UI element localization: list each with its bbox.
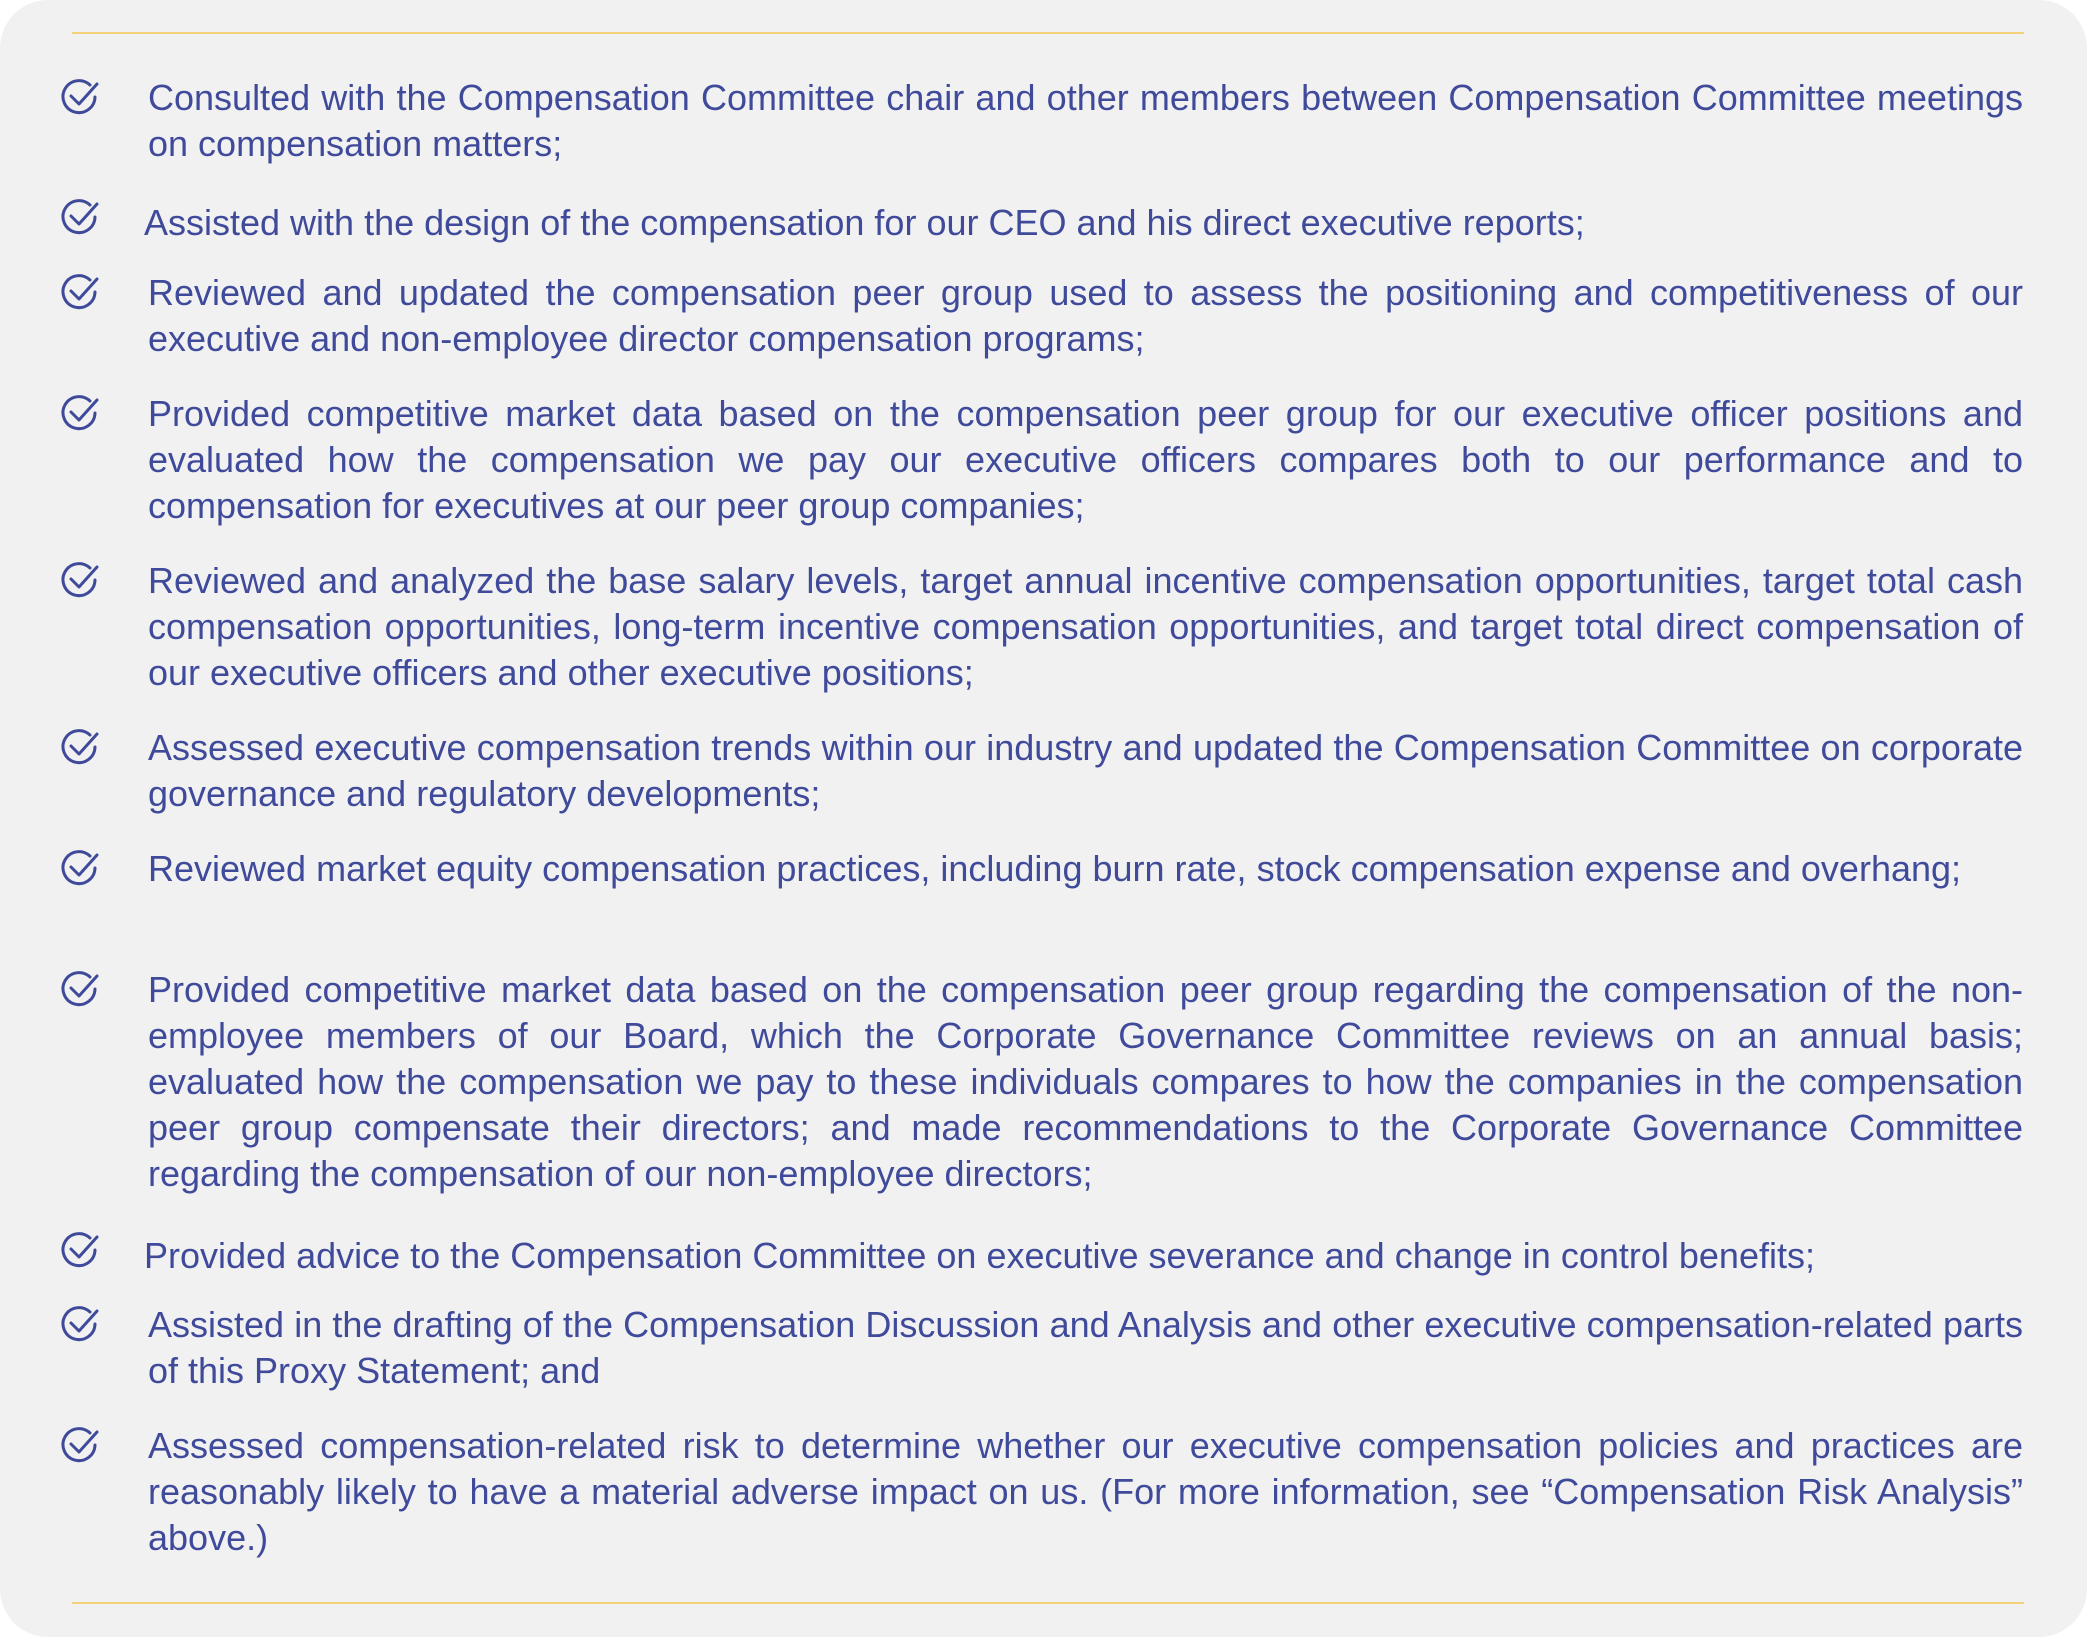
list-item-text: Assessed executive compensation trends within our industry and updated the Compensation Committee on corporate governance and regulatory developments;: [148, 727, 2023, 814]
top-divider: [72, 32, 2024, 34]
circle-check-icon: [60, 272, 100, 312]
bottom-divider: [72, 1602, 2024, 1604]
circle-check-icon: [60, 560, 100, 600]
list-item-text: Reviewed market equity compensation practices, including burn rate, stock compensation expense and overhang;: [148, 848, 1962, 889]
circle-check-icon: [60, 969, 100, 1009]
circle-check-icon: [60, 727, 100, 767]
list-item-text: Reviewed and updated the compensation peer group used to assess the positioning and competitiveness of our executive and non-employee director compensation programs;: [148, 272, 2023, 359]
list-item-text: Consulted with the Compensation Committee chair and other members between Compensation Committee meetings on compensation matters;: [148, 77, 2023, 164]
list-item-text: Provided competitive market data based on the compensation peer group for our executive officer positions and evaluated how the compensation we pay our executive officers compares both to our performance and to compensation for executives at our peer group companies;: [148, 393, 2023, 526]
list-item-text: Reviewed and analyzed the base salary levels, target annual incentive compensation opportunities, target total cash compensation opportunities, long-term incentive compensation opportunities, and target total direct compensation of our executive officers and other executive positions;: [148, 560, 2023, 693]
circle-check-icon: [60, 393, 100, 433]
circle-check-icon: [60, 848, 100, 888]
circle-check-icon: [60, 1425, 100, 1465]
circle-check-icon: [60, 197, 100, 237]
list-item-text: Provided advice to the Compensation Committee on executive severance and change in control benefits;: [144, 1235, 1815, 1276]
circle-check-icon: [60, 77, 100, 117]
list-item-text: Assisted in the drafting of the Compensation Discussion and Analysis and other executive compensation-related parts of this Proxy Statement; and: [148, 1304, 2023, 1391]
list-item-text: Assessed compensation-related risk to determine whether our executive compensation policies and practices are reasonably likely to have a material adverse impact on us. (For more information, see “Compensation Risk Analysis” above.): [148, 1425, 2023, 1558]
list-item-text: Assisted with the design of the compensation for our CEO and his direct executive reports;: [144, 202, 1585, 243]
circle-check-icon: [60, 1304, 100, 1344]
list-item-text: Provided competitive market data based on the compensation peer group regarding the compensation of the non-employee members of our Board, which the Corporate Governance Committee reviews on an annual basis; evaluated how the compensation we pay to these individuals compares to how the companies in the compensation peer group compensate their directors; and made recommendations to the Corporate Governance Committee regarding the compensation of our non-employee directors;: [148, 969, 2023, 1194]
circle-check-icon: [60, 1230, 100, 1270]
